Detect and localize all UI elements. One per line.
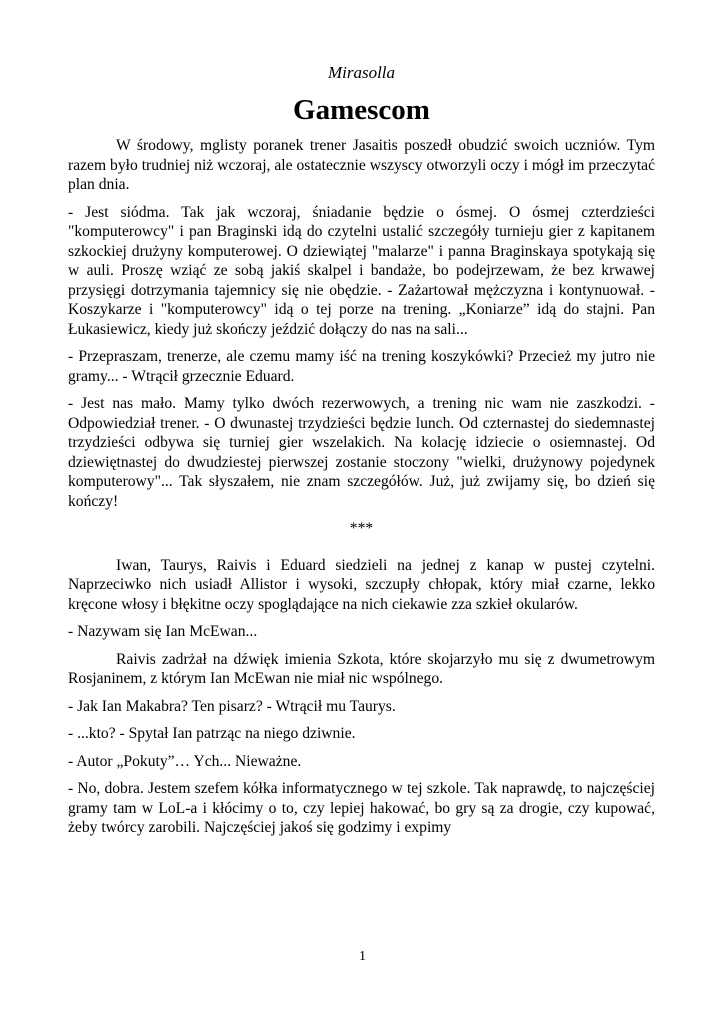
paragraph: - Nazywam się Ian McEwan... — [68, 623, 258, 640]
section-two — [68, 556, 655, 838]
paragraph: - Jest nas mało. Mamy tylko dwóch rezerwowych, a trening nic wam nie zaszkodzi. - Odpowiedział trener. - O dwunastej trzydzieści będzie lunch. Od czternastej do siedemnastej trzydzieści odbywa się turniej gier wszelakich. Na kolację idziecie o osiemnastej. Od dziewiętnastej do dwudziestej pierwszej zostanie stoczony "wielki, drużynowy pojedynek komputerowy"... Tak słyszałem, nie znam szczegółów. Już, już zwijamy się, bo dzień się kończy! — [68, 395, 655, 510]
paragraph: Iwan, Taurys, Raivis i Eduard siedzieli na jednej z kanap w pustej czytelni. Naprzeciwko nich usiadł Allistor i wysoki, szczupły chłopak, który miał czarne, lekko kręcone włosy i błękitne oczy spoglądające na nich ciekawie zza szkieł okularów. — [68, 556, 655, 613]
section-separator: *** — [349, 520, 374, 537]
document-page — [68, 62, 655, 846]
paragraph: - Jest siódma. Tak jak wczoraj, śniadanie będzie o ósmej. O ósmej czterdzieści "komputerowcy" i pan Braginski idą do czytelni ustalić szczegóły turnieju gier z kapitanem szkockiej drużyny komputerowej. O dziewiątej "malarze" i panna Braginskaya spotykają się w auli. Proszę wziąć ze sobą jakiś skalpel i bandaże, bo podejrzewam, że bez krwawej przysięgi dotrzymania tajemnicy się nie obędzie. - Zażartował mężczyzna i kontynuował. - Koszykarze i "komputerowcy" idą o tej porze na trening. „Koniarze” idą do stajni. Pan Łukasiewicz, kiedy już skończy jeździć dołączy do nas na sali... — [68, 203, 655, 338]
paragraph: - Jak Ian Makabra? Ten pisarz? - Wtrącił mu Taurys. — [68, 697, 396, 715]
section-one — [68, 136, 655, 511]
paragraph: Raivis zadrżał na dźwięk imienia Szkota, które skojarzyło mu się z dwumetrowym Rosjaninem, z którym Ian McEwan nie miał nic wspólnego. — [68, 650, 655, 687]
author-name: Mirasolla — [327, 63, 396, 82]
paragraph: - Przepraszam, trenerze, ale czemu mamy iść na trening koszykówki? Przecież my jutro nie gramy... - Wtrącił grzecznie Eduard. — [68, 348, 655, 385]
paragraph: - No, dobra. Jestem szefem kółka informatycznego w tej szkole. Tak naprawdę, to najczęściej gramy tam w LoL-a i kłócimy o to, czy lepiej hakować, bo gry są za drogie, czy kupować, żeby twórcy zarobili. Najczęściej jakoś się godzimy i expimy — [68, 780, 655, 836]
paragraph: W środowy, mglisty poranek trener Jasaitis poszedł obudzić swoich uczniów. Tym razem było trudniej niż wczoraj, ale ostatecznie wszyscy otworzyli oczy i mógł im przeczytać plan dnia. — [68, 137, 655, 193]
document-title: Gamescom — [293, 94, 430, 126]
paragraph: - Autor „Pokuty”… Ych... Nieważne. — [68, 752, 302, 770]
page-number: 1 — [359, 949, 366, 964]
paragraph: - ...kto? - Spytał Ian patrząc na niego dziwnie. — [68, 725, 356, 742]
